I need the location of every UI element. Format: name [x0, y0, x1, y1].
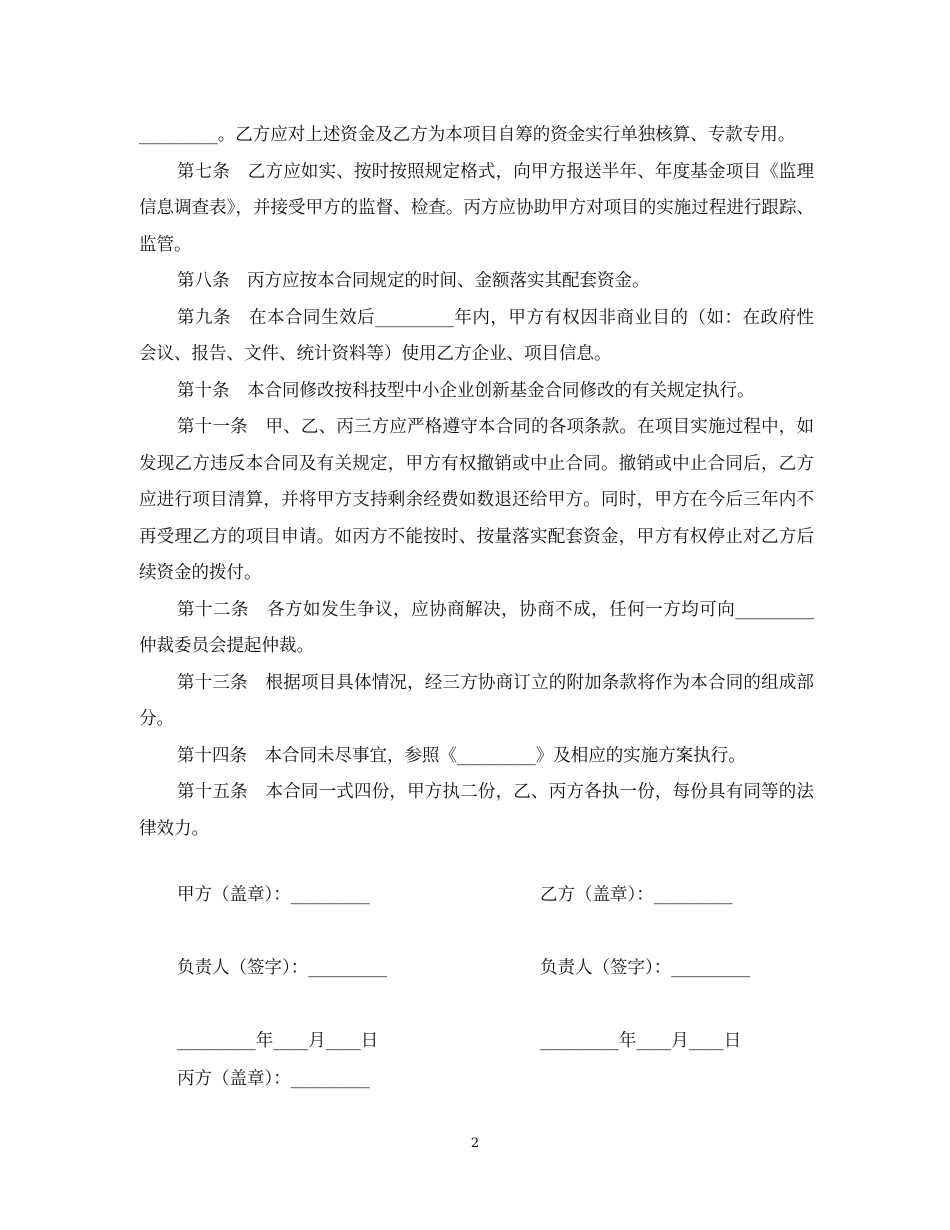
contract-body [139, 117, 814, 847]
paragraph-article-8: 第八条 丙方应按本合同规定的时间、金额落实其配套资金。 [177, 271, 650, 291]
paragraph-article-7: 第七条 乙方应如实、按时按照规定格式，向甲方报送半年、年度基金项目《监理信息调查表》，并接受甲方的监督、检查。丙方应协助甲方对项目的实施过程进行跟踪、监管。 [139, 161, 814, 255]
party-b-seal-line: 乙方（盖章）：_________ [540, 885, 733, 905]
paragraph-article-9: 第九条 在本合同生效后_________年内，甲方有权因非商业目的（如：在政府性会议、报告、文件、统计资料等）使用乙方企业、项目信息。 [139, 307, 814, 364]
paragraph-funds-continuation: _________。乙方应对上述资金及乙方为本项目自筹的资金实行单独核算、专款专用。 [139, 125, 796, 145]
paragraph-article-13: 第十三条 根据项目具体情况，经三方协商订立的附加条款将作为本合同的组成部分。 [139, 672, 814, 729]
party-b-date-line: _________年____月____日 [540, 1031, 742, 1051]
paragraph-article-12: 第十二条 各方如发生争议，应协商解决，协商不成，任何一方均可向_________仲裁委员会提起仲裁。 [139, 599, 814, 656]
page-number: 2 [470, 1136, 480, 1151]
paragraph-article-15: 第十五条 本合同一式四份，甲方执二份，乙、丙方各执一份，每份具有同等的法律效力。 [139, 782, 814, 839]
party-a-seal-line: 甲方（盖章）：_________ [177, 885, 370, 905]
paragraph-article-11: 第十一条 甲、乙、丙三方应严格遵守本合同的各项条款。在项目实施过程中，如发现乙方违反本合同及有关规定，甲方有权撤销或中止合同。撤销或中止合同后，乙方应进行项目清算，并将甲方支持剩余经费如数退还给甲方。同时，甲方在今后三年内不再受理乙方的项目申请。如丙方不能按时、按量落实配套资金，甲方有权停止对乙方后续资金的拨付。 [139, 417, 814, 583]
party-a-date-line: _________年____月____日 [177, 1031, 379, 1051]
paragraph-article-10: 第十条 本合同修改按科技型中小企业创新基金合同修改的有关规定执行。 [177, 380, 755, 401]
party-b-signer-line: 负责人（签字）：_________ [540, 958, 750, 978]
party-c-seal-line: 丙方（盖章）：_________ [177, 1069, 370, 1089]
paragraph-article-14: 第十四条 本合同未尽事宜，参照《_________》及相应的实施方案执行。 [177, 745, 746, 766]
party-a-signer-line: 负责人（签字）：_________ [177, 958, 387, 978]
